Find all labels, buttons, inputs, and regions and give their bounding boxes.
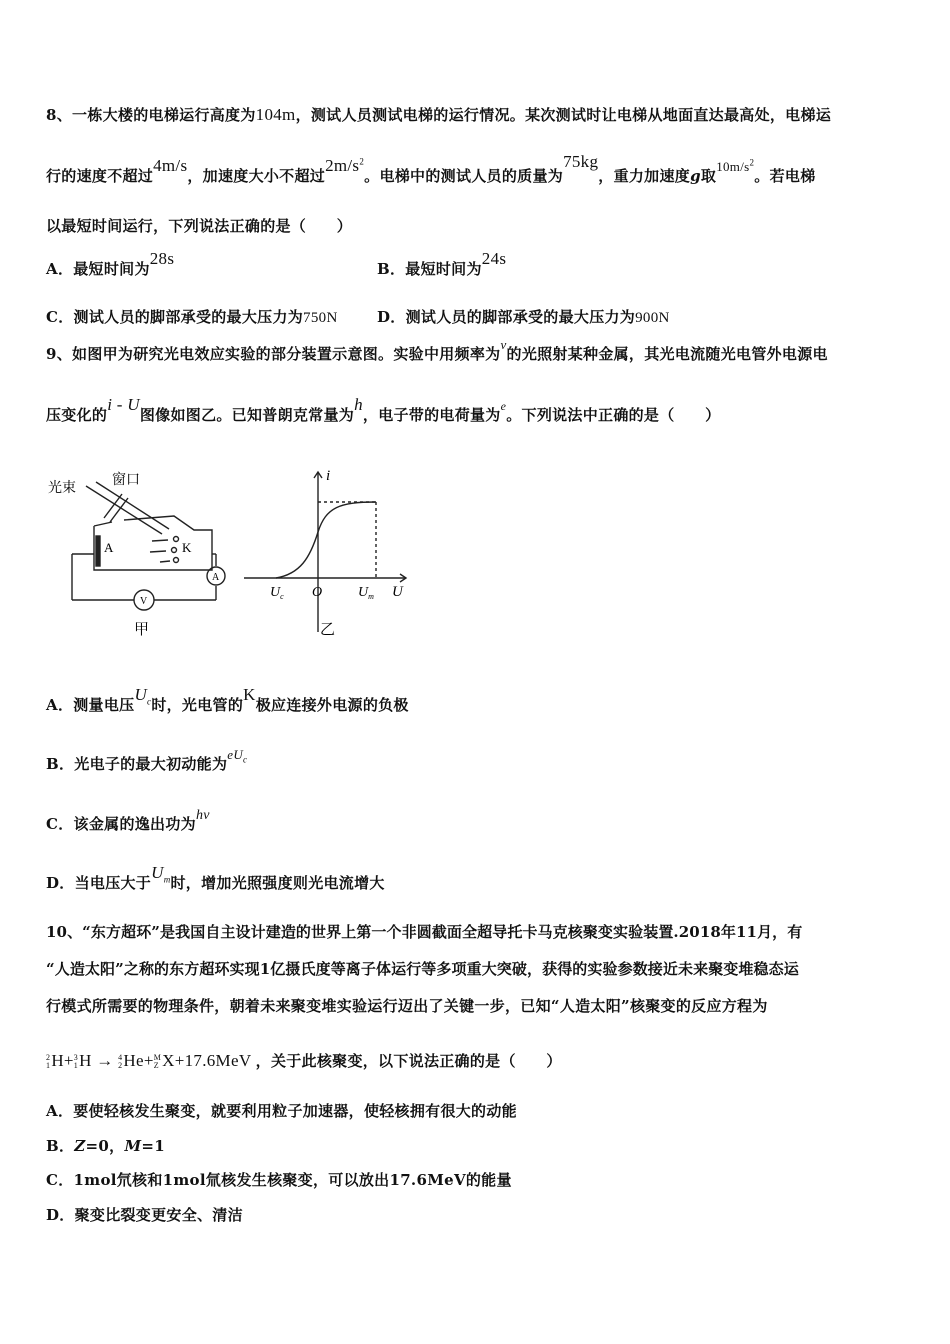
cathode-label: K [182, 540, 192, 555]
q10-line-4-equation: 2 1 H+ 3 1 H → 4 2 He+ M Z X+17.6MeV ，关于此核聚变，以下说法正确的是（ ） [46, 1051, 562, 1071]
figure-jia-apparatus [44, 466, 234, 641]
q8-line-2: 行的速度不超过4m/s，加速度大小不超过$2m/s^2$。电梯中的测试人员的质量为75kg，重力加速度g取$10m/s^2$。若电梯 [46, 152, 816, 185]
q9-option-a: A．测量电压$U_c$时，光电管的K极应连接外电源的负极 [46, 685, 409, 714]
anode-plate [96, 536, 100, 566]
q9-option-c: C．该金属的逸出功为hν [46, 808, 210, 833]
q9-line-1: 9、如图甲为研究光电效应实验的部分装置示意图。实验中用频率为ν的光照射某种金属，其光电流随光电管外电源电 [46, 337, 828, 363]
q9-line-2: 压变化的i - U图像如图乙。已知普朗克常量为h，电子带的电荷量为$^e$。下列说法中正确的是（ ） [46, 395, 721, 424]
figure-yi-iu-graph [240, 462, 415, 642]
axis-i-label: i [326, 468, 331, 484]
q8-option-a: A．最短时间为28s [46, 249, 175, 278]
origin-label: O [312, 585, 323, 600]
window-tube [104, 494, 122, 518]
light-beam-line [96, 482, 169, 529]
fusion-equation: 2 1 H+ 3 1 H → 4 2 He+ M Z X+17.6MeV [46, 1051, 252, 1071]
q10-option-b: B．Z=0，M=1 [46, 1137, 165, 1155]
q10-line-2: “人造太阳”之称的东方超环实现1亿摄氏度等离子体运行等多项重大突破，获得的实验参数接近未来聚变堆稳态运 [46, 960, 799, 978]
q8-option-b: B．最短时间为24s [377, 249, 507, 278]
q10-line-1: 10、“东方超环”是我国自主设计建造的世界上第一个非圆截面全超导托卡马克核聚变实验装置.2018年11月，有 [46, 923, 803, 941]
light-beam-label: 光束 [48, 480, 76, 496]
q8-line-3: 以最短时间运行，下列说法正确的是（ ） [46, 217, 353, 235]
q9-option-d: D．当电压大于$U_m$时，增加光照强度则光电流增大 [46, 863, 385, 892]
um-label: $U_m$ [358, 585, 374, 601]
voltmeter-label: V [140, 596, 148, 607]
q8-line-1: 8、一栋大楼的电梯运行高度为104m，测试人员测试电梯的运行情况。某次测试时让电梯从地面直达最高处，电梯运 [46, 105, 832, 124]
anode-label: A [104, 540, 114, 555]
figure-jia-caption: 甲 [134, 620, 150, 638]
q8-option-c: C．测试人员的脚部承受的最大压力为750N [46, 308, 338, 326]
window-label: 窗口 [112, 472, 140, 488]
q10-option-d: D．聚变比裂变更安全、清洁 [46, 1206, 243, 1224]
iu-curve [276, 502, 376, 578]
axis-u-label: U [392, 584, 403, 600]
ammeter-label: A [212, 572, 220, 583]
q9-option-b: B．光电子的最大初动能为$eU_c$ [46, 747, 248, 773]
q10-option-a: A．要使轻核发生聚变，就要利用粒子加速器，使轻核拥有很大的动能 [46, 1102, 517, 1120]
q10-option-c: C．1mol氘核和1mol氚核发生核聚变，可以放出17.6MeV的能量 [46, 1171, 512, 1189]
uc-label: $U_c$ [270, 585, 284, 601]
cathode-terminal [174, 537, 179, 542]
figure-yi-caption: 乙 [320, 620, 336, 638]
q8-option-d: D．测试人员的脚部承受的最大压力为900N [377, 308, 670, 326]
q10-line-3: 行模式所需要的物理条件，朝着未来聚变堆实验运行迈出了关键一步，已知“人造太阳”核聚变的反应方程为 [46, 997, 768, 1015]
light-beam-line [86, 486, 162, 534]
